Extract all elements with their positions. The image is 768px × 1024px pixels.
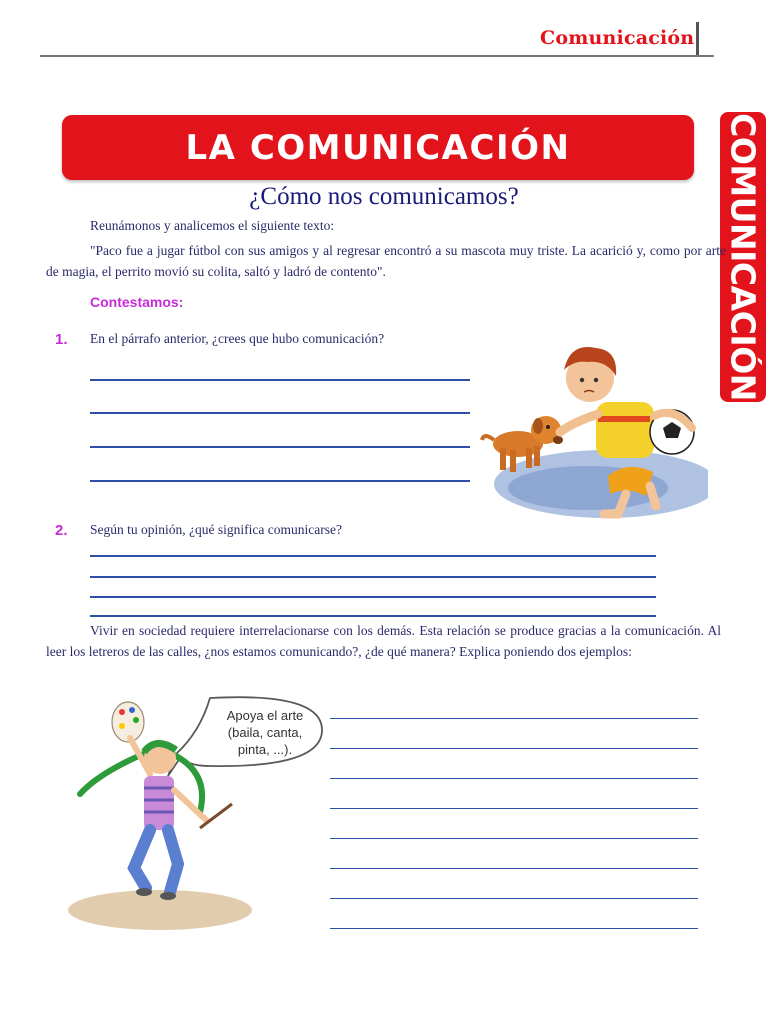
girl-art-illustration: [60, 692, 330, 932]
answer-line-2b[interactable]: [90, 576, 656, 578]
intro-text: Reunámonos y analicemos el siguiente texto:: [90, 218, 335, 233]
answer-line-2c[interactable]: [90, 596, 656, 598]
example-line-7[interactable]: [330, 898, 698, 899]
quote-paragraph: "Paco fue a jugar fútbol con sus amigos y al regresar encontró a su mascota muy triste. La acarició y, como por arte de magia, el perrito movió su colita, saltó y ladró de contento".: [46, 243, 726, 279]
side-tab-label: COMUNICACIÓN: [723, 113, 763, 401]
closing-paragraph: Vivir en sociedad requiere interrelacionarse con los demás. Esta relación se produce gracias a la comunicación. Al leer los letreros de las calles, ¿nos estamos comunicando?, ¿de qué manera? Explica poniendo dos ejemplos:: [46, 623, 721, 659]
example-line-8[interactable]: [330, 928, 698, 929]
header-subject: Comunicación: [540, 27, 695, 49]
bubble-line-1: Apoya el arte: [226, 708, 304, 723]
answer-line-1c[interactable]: [90, 446, 470, 448]
title-banner: [62, 115, 694, 180]
question-1-text: En el párrafo anterior, ¿crees que hubo comunicación?: [90, 331, 385, 346]
bubble-line-2: (baila, canta,: [227, 725, 303, 740]
header-rule: [40, 55, 714, 57]
example-line-1[interactable]: [330, 718, 698, 719]
subtitle: ¿Cómo nos comunicamos?: [249, 183, 519, 210]
example-line-3[interactable]: [330, 778, 698, 779]
example-line-2[interactable]: [330, 748, 698, 749]
answer-line-1b[interactable]: [90, 412, 470, 414]
boy-dog-illustration: [478, 336, 708, 522]
example-line-6[interactable]: [330, 868, 698, 869]
header-divider: [696, 22, 699, 56]
contestamos-heading: Contestamos:: [90, 294, 184, 310]
example-line-4[interactable]: [330, 808, 698, 809]
side-tab: [720, 112, 766, 402]
answer-line-1d[interactable]: [90, 480, 470, 482]
question-2-number: 2.: [55, 522, 68, 539]
question-1-number: 1.: [55, 331, 68, 348]
bubble-line-3: pinta, ...).: [237, 742, 293, 757]
answer-line-2a[interactable]: [90, 555, 656, 557]
answer-line-1a[interactable]: [90, 379, 470, 381]
answer-line-2d[interactable]: [90, 615, 656, 617]
page-title: LA COMUNICACIÓN: [185, 127, 571, 168]
example-line-5[interactable]: [330, 838, 698, 839]
question-2-text: Según tu opinión, ¿qué significa comunicarse?: [90, 522, 342, 537]
